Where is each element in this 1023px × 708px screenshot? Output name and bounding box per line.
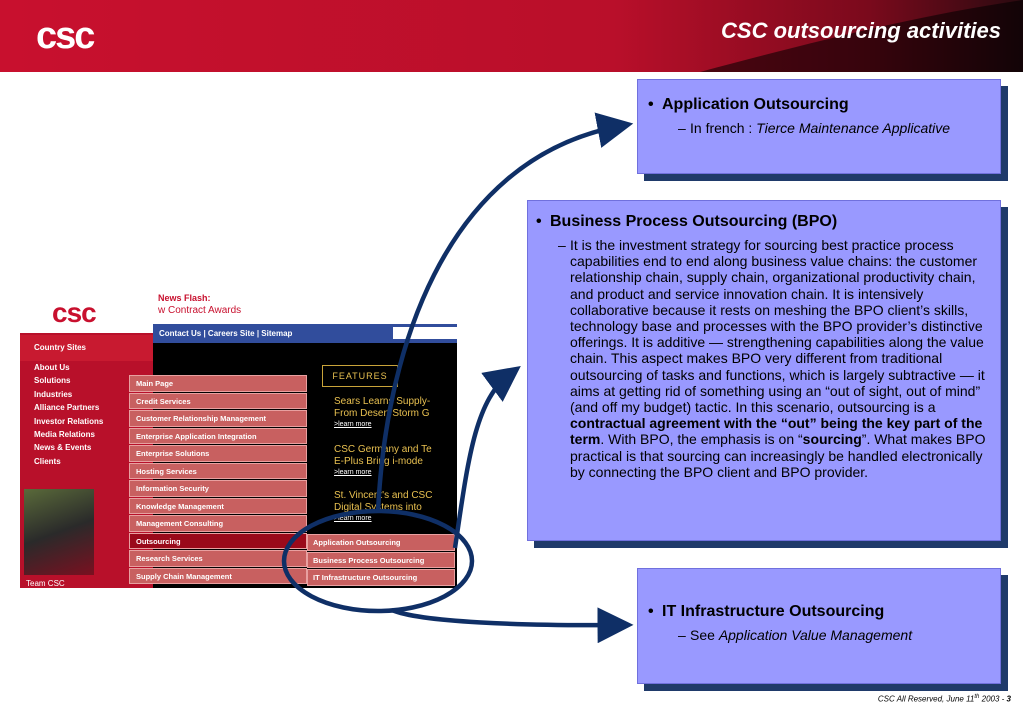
submenu-item[interactable]: Information Security [129,480,307,497]
highlight-ellipse [284,511,472,611]
submenu-item[interactable]: Customer Relationship Management [129,410,307,427]
bpo-body-3: ”. What makes BPO practical is that sourcing can increasingly be handled electronically by connecting the BPO client and BPO provider. [570,431,986,480]
box-heading: Business Process Outsourcing (BPO) [550,213,838,230]
news-line[interactable]: From Desert Storm G [334,408,430,419]
box-sub-prefix: In french : [690,120,757,136]
left-menu-item[interactable]: Industries [34,389,73,399]
box-sub-italic: Tierce Maintenance Applicative [756,120,951,136]
bullet-icon: • [648,603,654,620]
box-sub-prefix: See [690,627,719,643]
submenu-item-outsourcing[interactable]: Outsourcing [129,533,307,550]
learn-more-link[interactable]: >learn more [334,515,372,522]
submenu-item[interactable]: Management Consulting [129,515,307,532]
news-line[interactable]: Sears Learns Supply- [334,396,431,407]
submenu-item[interactable]: Supply Chain Management [129,568,307,585]
submenu2-item-it-infrastructure[interactable]: IT Infrastructure Outsourcing [307,569,455,586]
learn-more-link[interactable]: >learn more [334,469,372,476]
team-caption: Team CSC [26,579,65,588]
arrow-to-application [378,126,620,512]
box-sub-italic: Application Value Management [718,627,913,643]
page-number: 3 [1006,695,1011,704]
csc-logo: csc [36,15,94,57]
submenu-item[interactable]: Knowledge Management [129,498,307,515]
left-menu-item[interactable]: News & Events [34,443,92,453]
learn-more-link[interactable]: >learn more [334,421,372,428]
news-line[interactable]: St. Vincent's and CSC [334,490,433,501]
footer-year: 2003 - [979,695,1007,704]
submenu-item[interactable]: Credit Services [129,393,307,410]
submenu2-item-bpo[interactable]: Business Process Outsourcing [307,552,455,569]
footer-text: CSC All Reserved, June 11 [877,695,975,704]
bpo-bold-2: sourcing [802,431,862,448]
slide-title: CSC outsourcing activities [721,18,1001,43]
box-heading: IT Infrastructure Outsourcing [662,603,885,620]
submenu-item[interactable]: Research Services [129,550,307,567]
left-menu-item[interactable]: Solutions [34,376,71,386]
left-menu-item[interactable]: Alliance Partners [34,403,100,413]
news-line[interactable]: CSC Germany and Te [334,444,432,455]
dash-icon: – [558,237,566,253]
submenu-item[interactable]: Hosting Services [129,463,307,480]
news-line[interactable]: Digital Systems into [334,502,422,513]
bullet-icon: • [648,96,654,113]
site-logo: csc [52,297,96,328]
footer [878,694,1011,704]
dash-icon: – [678,120,686,136]
bpo-body-1: It is the investment strategy for sourcing best practice process capabilities end to end along business value chains: the customer relationship chain, supply chain, organizational productivity chain, and product and service innovation chain. It is intensively collaborative because it rests on meshing the BPO client’s skills, technology base and processes with the BPO provider’s distinctive offerings. It is additive — strengthening capabilities along the value chain. This aspect makes BPO very different from traditional outsourcing of tasks and functions, which is largely subtractive — it aims at getting rid of something using an “out of sight, out of mind” (and off my budget) tactic. In this scenario, outsourcing is a [570,237,985,416]
arrow-to-bpo [455,374,510,548]
site-award-link[interactable]: w Contract Awards [158,305,242,316]
submenu-item[interactable]: Enterprise Solutions [129,445,307,462]
submenu-item[interactable]: Main Page [129,375,307,392]
submenu-item[interactable]: Enterprise Application Integration [129,428,307,445]
arrow-to-it-infrastructure [392,610,620,625]
bullet-icon: • [536,213,542,230]
bpo-bold-1: contractual agreement with the “out” being the key part of the term [570,415,983,448]
left-menu-item[interactable]: About Us [34,363,70,372]
site-country-selector[interactable]: Country Sites [20,335,153,361]
site-news-flash: News Flash: [158,293,211,303]
left-menu-item[interactable]: Media Relations [34,429,95,439]
submenu2-item-application[interactable]: Application Outsourcing [307,534,455,551]
bpo-body-2: . With BPO, the emphasis is on “ [600,431,803,448]
features-heading: FEATURES [322,365,398,387]
footer-sup: th [974,694,980,701]
left-menu-item[interactable]: Clients [34,456,61,466]
box-heading: Application Outsourcing [662,96,849,113]
dash-icon: – [678,627,686,643]
news-line[interactable]: E-Plus Bring i-mode [334,456,423,467]
left-menu-item[interactable]: Investor Relations [34,416,104,426]
site-nav-links[interactable]: Contact Us | Careers Site | Sitemap [159,329,293,338]
